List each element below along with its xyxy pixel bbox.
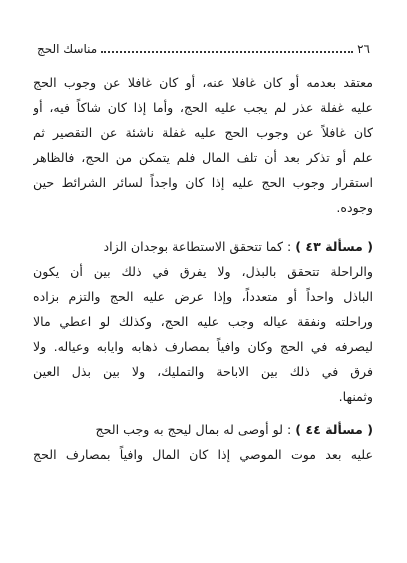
text-line: وثمنها. (338, 389, 373, 404)
running-title: مناسك الحج (37, 42, 98, 56)
body-text (33, 70, 373, 467)
text-line: معتقد بعدمه أو كان غافلا عنه، أو كان غافلا عن وجوب الحج (33, 75, 373, 90)
text-line: فرق في ذلك بين الاباحة والتمليك، ولا بين بذل العين (33, 364, 373, 379)
page-number: ٢٦ (357, 42, 370, 56)
issue-first-line (33, 234, 373, 259)
text-line: عليه غفلة عذر لم يجب عليه الحج، وأما إذا كان شاكاً فيه، أو (33, 100, 373, 115)
text-line: الباذل واحداً أو متعدداً، وإذا عرض عليه الحج والتزم بزاده (33, 289, 373, 304)
text-line: عليه بعد موت الموصي إذا كان المال وافياً بمصارف الحج (33, 447, 373, 462)
issue-first-line (33, 417, 373, 442)
text-line: استقرار وجوب الحج عليه إذا كان واجداً لسائر الشرائط حين (33, 175, 373, 190)
header-dotted-leader (101, 50, 353, 53)
text-line: وجوده. (336, 200, 373, 215)
page-header (37, 38, 370, 56)
issue-lead-text: : لو أوصى له بمال ليحج به وجب الحج (95, 422, 292, 437)
text-line: كان غافلاً عن وجوب الحج عليه غفلة ناشئة عن التقصير ثم (33, 125, 373, 140)
paragraph-gap (33, 409, 373, 417)
text-line: وراحلته ونفقة عياله وجب عليه الحج، وكذلك لو اعطي مالا (33, 314, 373, 329)
text-line: علم أو تذكر بعد أن تلف المال فلم يتمكن من الحج، فالظاهر (33, 150, 373, 165)
text-line: ليصرفه في الحج وكان وافياً بمصارف ذهابه وايابه وعياله. ولا (33, 339, 373, 354)
issue-lead-text: : كما تتحقق الاستطاعة بوجدان الزاد (103, 239, 292, 254)
text-line: والراحلة تتحقق بالبذل، ولا يفرق في ذلك بين أن يكون (33, 264, 373, 279)
paragraph-gap (33, 220, 373, 234)
issue-label: ( مسألة ٤٤ ) (295, 422, 373, 437)
issue-label: ( مسألة ٤٣ ) (295, 239, 373, 254)
